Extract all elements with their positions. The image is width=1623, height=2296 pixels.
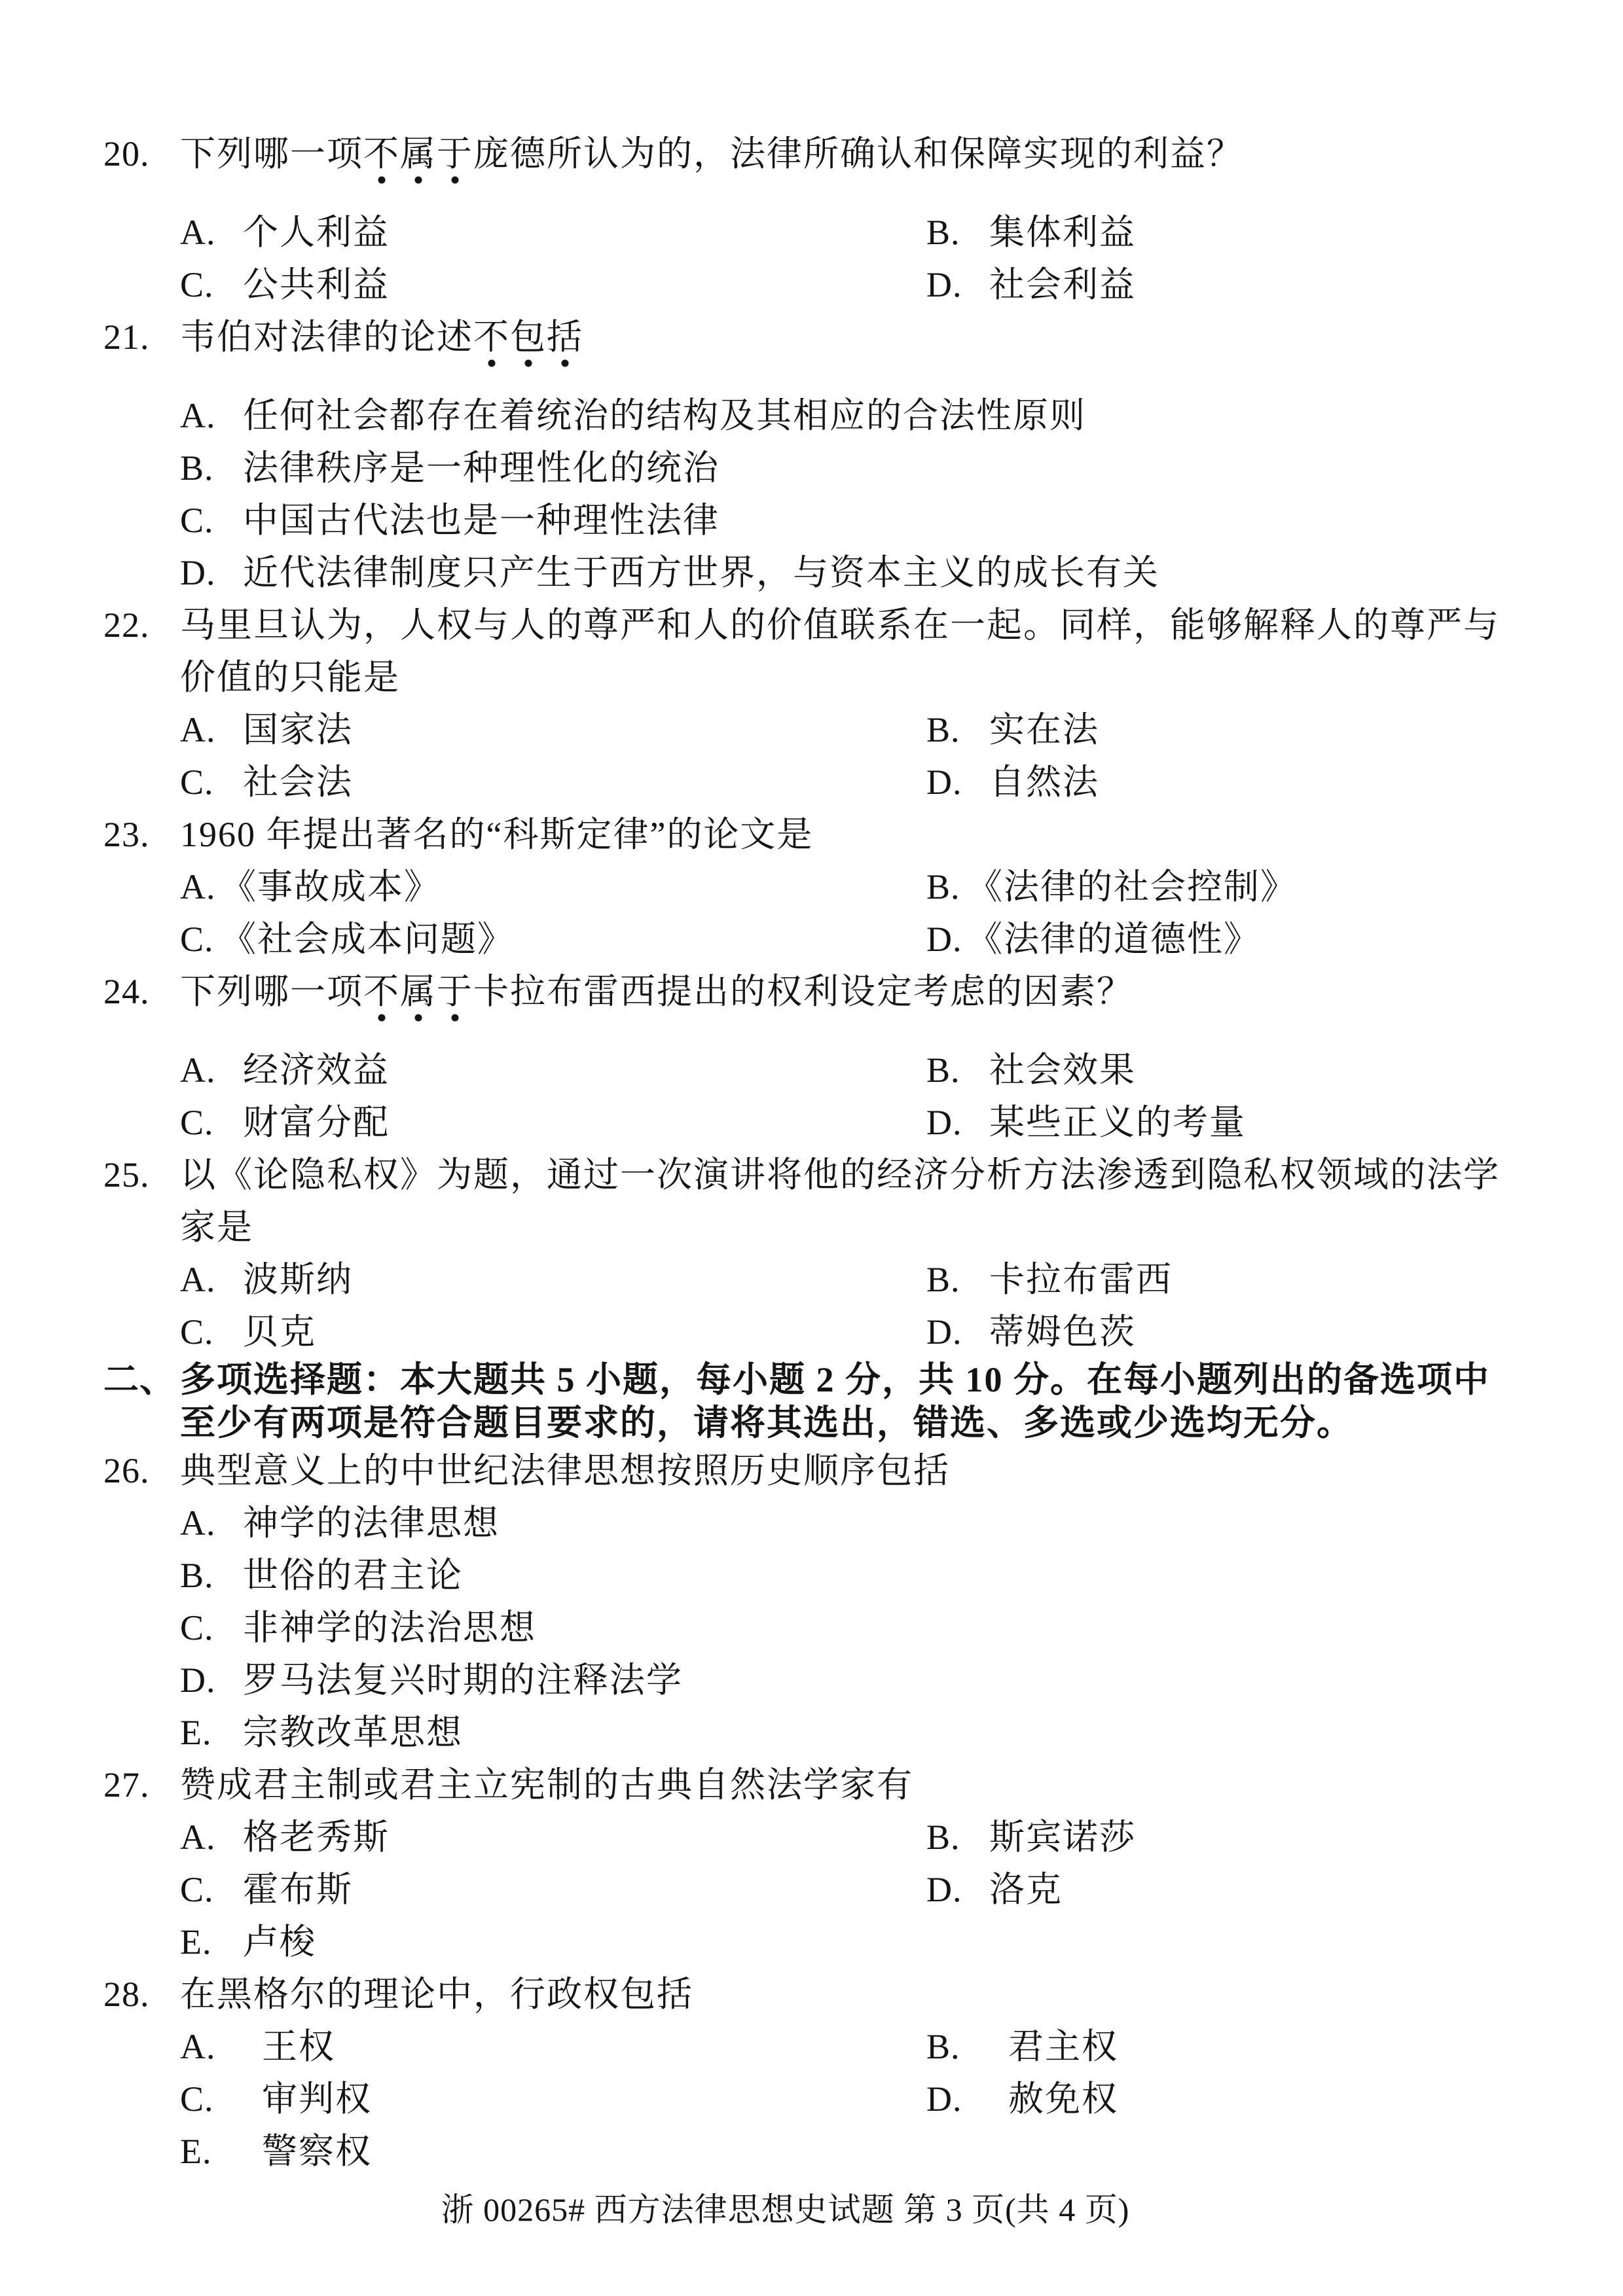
option-letter: A. xyxy=(180,2027,216,2066)
emphasized-stem-text: 不包括 xyxy=(473,317,583,368)
option xyxy=(180,704,926,756)
option-row xyxy=(180,1654,1531,1706)
option xyxy=(180,259,926,311)
option-text: 国家法 xyxy=(243,710,353,749)
option-text: 个人利益 xyxy=(243,213,390,252)
option-text: 财富分配 xyxy=(243,1103,390,1142)
stem-text: 马里旦认为，人权与人的尊严和人的价值联系在一起。同样，能够解释人的尊严与 xyxy=(180,605,1500,645)
option xyxy=(180,1916,926,1968)
stem-text: 以《论隐私权》为题，通过一次演讲将他的经济分析方法渗透到隐私权领域的法学 xyxy=(180,1155,1500,1194)
question-stem xyxy=(180,134,1243,185)
option-row xyxy=(180,1096,1531,1149)
question-stem xyxy=(180,1208,253,1247)
option xyxy=(180,1497,500,1549)
question-number: 26. xyxy=(103,1451,150,1490)
stem-text: 卡拉布雷西提出的权利设定考虑的因素？ xyxy=(473,972,1133,1011)
option-text: 法律秩序是一种理性化的统治 xyxy=(243,448,720,488)
option-row xyxy=(180,2020,1531,2073)
option-letter: C. xyxy=(180,265,214,304)
option-letter: D. xyxy=(926,920,962,959)
section-header-text: 多项选择题：本大题共 5 小题，每小题 2 分，共 10 分。在每小题列出的备选项中 xyxy=(180,1360,1490,1399)
option-text: 《法律的社会控制》 xyxy=(967,867,1297,906)
option-row xyxy=(180,1044,1531,1096)
option xyxy=(180,206,926,259)
question-stem-row xyxy=(103,1444,1531,1497)
option-text: 卡拉布雷西 xyxy=(989,1260,1173,1299)
question-stem xyxy=(180,1975,693,2014)
option-text: 君主权 xyxy=(989,2027,1118,2066)
option-text: 非神学的法治思想 xyxy=(243,1608,536,1647)
question-stem xyxy=(180,317,583,368)
option xyxy=(180,1096,926,1149)
option-row xyxy=(180,2073,1531,2125)
option xyxy=(180,2125,926,2178)
option-letter: C. xyxy=(180,501,214,540)
stem-text: 庞德所认为的，法律所确认和保障实现的利益？ xyxy=(473,134,1243,173)
option xyxy=(926,756,1099,808)
option-row xyxy=(180,1497,1531,1549)
option-text: 近代法律制度只产生于西方世界，与资本主义的成长有关 xyxy=(243,553,1159,592)
option xyxy=(926,913,1260,965)
option-row xyxy=(180,259,1531,311)
option-text: 洛克 xyxy=(989,1870,1063,1909)
stem-text: 1960 年提出著名的“科斯定律”的论文是 xyxy=(180,815,814,854)
option-text: 王权 xyxy=(243,2027,335,2066)
option-letter: B. xyxy=(926,2027,960,2066)
option-letter: C. xyxy=(180,2079,214,2119)
option-row xyxy=(180,756,1531,808)
option xyxy=(926,861,1297,913)
option-letter: B. xyxy=(926,1050,960,1090)
question-stem-row xyxy=(103,965,1531,1018)
option-text: 《法律的道德性》 xyxy=(967,920,1260,959)
option-letter: B. xyxy=(926,1818,960,1857)
option-row xyxy=(180,913,1531,965)
option xyxy=(926,704,1099,756)
option-text: 神学的法律思想 xyxy=(243,1503,500,1543)
question-stem-row xyxy=(103,599,1531,651)
question-stem xyxy=(180,658,400,697)
stem-text: 赞成君主制或君主立宪制的古典自然法学家有 xyxy=(180,1765,913,1804)
option-text: 审判权 xyxy=(243,2079,372,2119)
option-row xyxy=(180,1706,1531,1759)
emphasized-stem-text: 不属于 xyxy=(363,134,473,185)
option xyxy=(180,2020,926,2073)
option-letter: B. xyxy=(926,867,960,906)
option-text: 赦免权 xyxy=(989,2079,1118,2119)
option xyxy=(180,1044,926,1096)
question-stem xyxy=(180,972,1133,1023)
option-text: 某些正义的考量 xyxy=(989,1103,1246,1142)
option xyxy=(180,1863,926,1916)
stem-text: 家是 xyxy=(180,1208,253,1247)
option-letter: C. xyxy=(180,1870,214,1909)
option xyxy=(926,1863,1063,1916)
option-row xyxy=(180,1602,1531,1654)
question-stem xyxy=(180,1765,913,1804)
option-letter: E. xyxy=(180,2132,212,2171)
question-number: 24. xyxy=(103,972,150,1011)
option xyxy=(180,1306,926,1358)
option-text: 罗马法复兴时期的注释法学 xyxy=(243,1660,683,1700)
option xyxy=(926,1096,1246,1149)
option-letter: C. xyxy=(180,1103,214,1142)
option xyxy=(180,1706,463,1759)
question-stem-row xyxy=(103,128,1531,180)
option-letter: E. xyxy=(180,1922,212,1962)
option-text: 《事故成本》 xyxy=(221,867,441,906)
option xyxy=(180,1253,926,1306)
option xyxy=(926,206,1136,259)
question-stem xyxy=(180,1451,950,1490)
option-letter: D. xyxy=(926,1870,962,1909)
option-text: 贝克 xyxy=(243,1312,316,1352)
option xyxy=(180,547,1159,599)
option xyxy=(180,913,926,965)
stem-text: 下列哪一项 xyxy=(180,134,363,173)
option-letter: B. xyxy=(926,710,960,749)
section-marker: 二、 xyxy=(103,1360,175,1399)
option-letter: D. xyxy=(926,762,962,802)
option-row xyxy=(180,206,1531,259)
option-text: 斯宾诺莎 xyxy=(989,1818,1136,1857)
question-number: 23. xyxy=(103,815,150,854)
question-stem-row xyxy=(103,1759,1531,1811)
question-number: 25. xyxy=(103,1155,150,1194)
option-letter: D. xyxy=(180,553,216,592)
option xyxy=(180,494,720,547)
option xyxy=(926,1253,1173,1306)
option-row xyxy=(180,1253,1531,1306)
question-stem-row xyxy=(103,311,1531,363)
option-text: 集体利益 xyxy=(989,213,1136,252)
option-letter: A. xyxy=(180,710,216,749)
option-text: 《社会成本问题》 xyxy=(221,920,514,959)
option-row xyxy=(180,1863,1531,1916)
question-number: 21. xyxy=(103,317,150,357)
option-letter: A. xyxy=(180,1818,216,1857)
option-letter: D. xyxy=(926,1103,962,1142)
option-text: 任何社会都存在着统治的结构及其相应的合法性原则 xyxy=(243,396,1086,435)
question-stem-row xyxy=(103,1149,1531,1201)
option-letter: A. xyxy=(180,213,216,252)
option-text: 社会法 xyxy=(243,762,353,802)
question-number: 27. xyxy=(103,1765,150,1804)
option xyxy=(926,1044,1136,1096)
option-text: 卢梭 xyxy=(243,1922,316,1962)
question-stem-row xyxy=(103,808,1531,861)
option-text: 中国古代法也是一种理性法律 xyxy=(243,501,720,540)
option-letter: A. xyxy=(180,1503,216,1543)
stem-text: 韦伯对法律的论述 xyxy=(180,317,473,357)
option-text: 蒂姆色茨 xyxy=(989,1312,1136,1352)
question-number: 28. xyxy=(103,1975,150,2014)
section-header-line xyxy=(103,1358,1531,1401)
option xyxy=(180,1811,926,1863)
section-header-line: 至少有两项是符合题目要求的，请将其选出，错选、多选或少选均无分。 xyxy=(180,1403,1353,1443)
question-stem xyxy=(180,815,813,854)
emphasized-stem-text: 不属于 xyxy=(363,972,473,1023)
option-letter: B. xyxy=(180,1556,214,1595)
question-stem-row xyxy=(180,651,1531,704)
question-stem-row xyxy=(180,1201,1531,1253)
option-letter: B. xyxy=(926,1260,960,1299)
option xyxy=(180,756,926,808)
option-text: 社会利益 xyxy=(989,265,1136,304)
option-text: 社会效果 xyxy=(989,1050,1136,1090)
option-text: 自然法 xyxy=(989,762,1099,802)
question-number: 22. xyxy=(103,605,150,645)
option xyxy=(180,389,1086,442)
question-stem xyxy=(180,605,1500,645)
option-text: 宗教改革思想 xyxy=(243,1713,463,1752)
option-text: 霍布斯 xyxy=(243,1870,353,1909)
option-letter: B. xyxy=(926,213,960,252)
option xyxy=(180,2073,926,2125)
option-text: 格老秀斯 xyxy=(243,1818,390,1857)
stem-text: 价值的只能是 xyxy=(180,658,400,697)
option-letter: A. xyxy=(180,396,216,435)
option xyxy=(180,1549,463,1602)
stem-text: 在黑格尔的理论中，行政权包括 xyxy=(180,1975,693,2014)
option-text: 世俗的君主论 xyxy=(243,1556,463,1595)
option-row xyxy=(180,442,1531,494)
option xyxy=(926,1811,1136,1863)
option-letter: D. xyxy=(180,1660,216,1700)
option-letter: C. xyxy=(180,762,214,802)
option-row xyxy=(180,547,1531,599)
page-footer: 浙 00265# 西方法律思想史试题 第 3 页(共 4 页) xyxy=(441,2191,1130,2228)
option-row xyxy=(180,1811,1531,1863)
option xyxy=(926,2073,1118,2125)
option-letter: A. xyxy=(180,1260,216,1299)
option-row xyxy=(180,1916,1531,1968)
option-text: 警察权 xyxy=(243,2132,372,2171)
question-stem xyxy=(180,1155,1500,1194)
stem-text: 下列哪一项 xyxy=(180,972,363,1011)
stem-text: 典型意义上的中世纪法律思想按照历史顺序包括 xyxy=(180,1451,950,1490)
option-letter: D. xyxy=(926,1312,962,1352)
option-letter: E. xyxy=(180,1713,212,1752)
option-letter: A. xyxy=(180,1050,216,1090)
question-stem-row xyxy=(103,1968,1531,2020)
option-row xyxy=(180,389,1531,442)
option-text: 波斯纳 xyxy=(243,1260,353,1299)
option-row xyxy=(180,1549,1531,1602)
option-text: 实在法 xyxy=(989,710,1099,749)
option-letter: D. xyxy=(926,265,962,304)
option-text: 经济效益 xyxy=(243,1050,390,1090)
option-letter: C. xyxy=(180,1312,214,1352)
option-letter: B. xyxy=(180,448,214,488)
option xyxy=(180,861,926,913)
option-letter: C. xyxy=(180,1608,214,1647)
option xyxy=(180,1602,536,1654)
option-row xyxy=(180,861,1531,913)
option-text: 公共利益 xyxy=(243,265,390,304)
option-letter: D. xyxy=(926,2079,962,2119)
question-number: 20. xyxy=(103,134,150,173)
option xyxy=(180,1654,683,1706)
option-letter: C. xyxy=(180,920,214,959)
option xyxy=(926,1306,1136,1358)
option-row xyxy=(180,704,1531,756)
option xyxy=(926,259,1136,311)
option xyxy=(180,442,720,494)
option xyxy=(926,2020,1118,2073)
option-row xyxy=(180,1306,1531,1358)
option-row xyxy=(180,2125,1531,2178)
option-letter: A. xyxy=(180,867,216,906)
option-row xyxy=(180,494,1531,547)
